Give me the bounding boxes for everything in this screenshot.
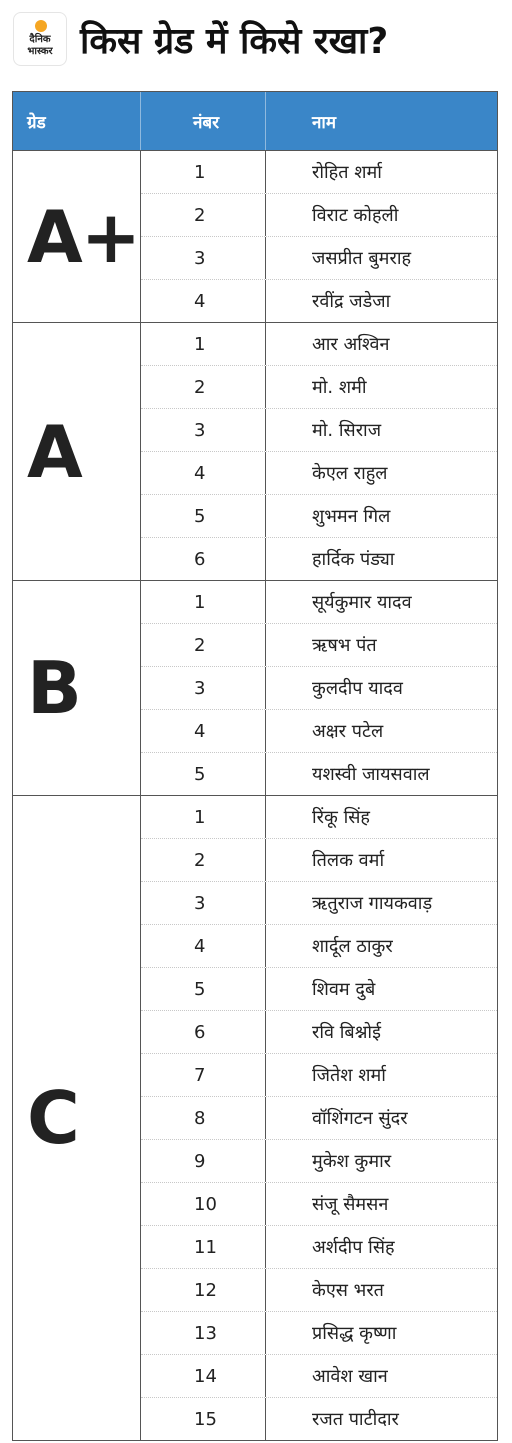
logo-line-1: दैनिक (29, 34, 51, 45)
grade-label: C (13, 796, 141, 1440)
grade-label: A+ (13, 151, 141, 322)
table-row (141, 151, 497, 193)
player-name: यशस्वी जायसवाल (312, 764, 430, 785)
table-row (141, 752, 497, 795)
table-row (141, 1182, 497, 1225)
table-body (13, 150, 497, 1440)
row-number: 5 (141, 495, 266, 537)
row-number: 4 (141, 280, 266, 322)
player-name: संजू सैमसन (312, 1194, 389, 1215)
table-row (141, 838, 497, 881)
row-number: 4 (141, 710, 266, 752)
row-number: 3 (141, 409, 266, 451)
table-row (141, 581, 497, 623)
row-number: 10 (141, 1183, 266, 1225)
row-number: 14 (141, 1355, 266, 1397)
row-number: 15 (141, 1398, 266, 1440)
player-name: शार्दूल ठाकुर (312, 936, 393, 957)
row-number: 9 (141, 1140, 266, 1182)
player-rows (141, 151, 497, 322)
player-name: मुकेश कुमार (312, 1151, 392, 1172)
grade-label: A (13, 323, 141, 580)
table-row (141, 365, 497, 408)
header-number: नंबर (141, 92, 266, 150)
player-name: विराट कोहली (312, 205, 399, 226)
header-grade: ग्रेड (13, 92, 141, 150)
row-number: 13 (141, 1312, 266, 1354)
table-row (141, 537, 497, 580)
table-row (141, 408, 497, 451)
grade-table (12, 91, 498, 1441)
player-name: तिलक वर्मा (312, 850, 385, 871)
row-number: 1 (141, 796, 266, 838)
dainik-bhaskar-logo (13, 12, 67, 66)
player-name: ऋतुराज गायकवाड़ (312, 893, 433, 914)
player-name: वॉशिंगटन सुंदर (312, 1108, 408, 1129)
player-rows (141, 581, 497, 795)
player-name: जितेश शर्मा (312, 1065, 386, 1086)
player-name: सूर्यकुमार यादव (312, 592, 412, 613)
player-name: रिंकू सिंह (312, 807, 370, 828)
row-number: 8 (141, 1097, 266, 1139)
row-number: 11 (141, 1226, 266, 1268)
row-number: 1 (141, 581, 266, 623)
player-name: केएस भरत (312, 1280, 384, 1301)
table-row (141, 323, 497, 365)
player-name: हार्दिक पंड्या (312, 549, 395, 570)
row-number: 5 (141, 753, 266, 795)
grade-group (13, 150, 497, 322)
row-number: 2 (141, 624, 266, 666)
table-row (141, 1010, 497, 1053)
row-number: 2 (141, 839, 266, 881)
table-row (141, 796, 497, 838)
row-number: 6 (141, 538, 266, 580)
player-name: रोहित शर्मा (312, 162, 382, 183)
row-number: 5 (141, 968, 266, 1010)
player-name: मो. शमी (312, 377, 367, 398)
player-name: आवेश खान (312, 1366, 388, 1387)
header (0, 0, 512, 90)
table-row (141, 236, 497, 279)
row-number: 7 (141, 1054, 266, 1096)
logo-line-2: भास्कर (27, 46, 53, 57)
row-number: 3 (141, 667, 266, 709)
table-row (141, 1397, 497, 1440)
player-name: अक्षर पटेल (312, 721, 384, 742)
table-row (141, 967, 497, 1010)
row-number: 1 (141, 323, 266, 365)
player-rows (141, 323, 497, 580)
header-name: नाम (312, 112, 337, 133)
player-name: शिवम दुबे (312, 979, 376, 1000)
row-number: 2 (141, 366, 266, 408)
player-name: प्रसिद्ध कृष्णा (312, 1323, 397, 1344)
table-row (141, 1096, 497, 1139)
player-name: जसप्रीत बुमराह (312, 248, 412, 269)
grade-group (13, 795, 497, 1440)
row-number: 3 (141, 237, 266, 279)
player-name: आर अश्विन (312, 334, 390, 355)
table-row (141, 1268, 497, 1311)
table-row (141, 709, 497, 752)
player-name: मो. सिराज (312, 420, 382, 441)
player-name: ऋषभ पंत (312, 635, 377, 656)
table-row (141, 494, 497, 537)
table-row (141, 1139, 497, 1182)
player-rows (141, 796, 497, 1440)
player-name: कुलदीप यादव (312, 678, 403, 699)
sun-logo-icon (35, 20, 47, 32)
player-name: रवींद्र जडेजा (312, 291, 391, 312)
row-number: 1 (141, 151, 266, 193)
table-row (141, 623, 497, 666)
row-number: 4 (141, 452, 266, 494)
row-number: 2 (141, 194, 266, 236)
grade-group (13, 322, 497, 580)
player-name: रजत पाटीदार (312, 1409, 399, 1430)
table-row (141, 193, 497, 236)
table-header (13, 92, 497, 150)
row-number: 12 (141, 1269, 266, 1311)
table-row (141, 1354, 497, 1397)
player-name: केएल राहुल (312, 463, 388, 484)
grade-group (13, 580, 497, 795)
grade-label: B (13, 581, 141, 795)
table-row (141, 1225, 497, 1268)
page-title: किस ग्रेड में किसे रखा? (80, 21, 389, 62)
player-name: रवि बिश्नोई (312, 1022, 381, 1043)
table-row (141, 1053, 497, 1096)
row-number: 3 (141, 882, 266, 924)
player-name: अर्शदीप सिंह (312, 1237, 395, 1258)
row-number: 4 (141, 925, 266, 967)
table-row (141, 451, 497, 494)
table-row (141, 666, 497, 709)
table-row (141, 881, 497, 924)
row-number: 6 (141, 1011, 266, 1053)
player-name: शुभमन गिल (312, 506, 391, 527)
table-row (141, 1311, 497, 1354)
table-row (141, 279, 497, 322)
table-row (141, 924, 497, 967)
